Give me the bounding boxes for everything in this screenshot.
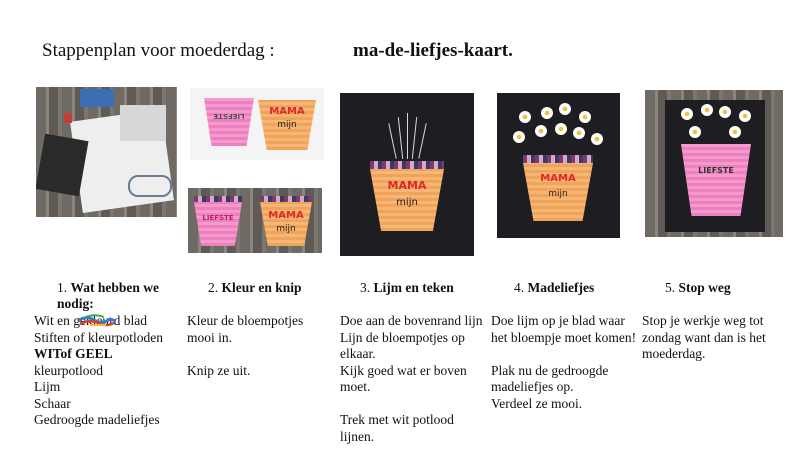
step-5-text: Stop je werkje weg tot zondag want dan is het moederdag. <box>642 313 766 361</box>
mijn-label: mijn <box>277 120 297 130</box>
step-2-heading <box>208 280 302 296</box>
step-1-title: Wat hebben we nodig: <box>57 280 160 311</box>
mama-label: MAMA <box>387 179 427 192</box>
step-5-heading <box>665 280 731 296</box>
photo-materials <box>36 87 177 217</box>
step-2-text: Kleur de bloempotjes mooi in. Knip ze uit. <box>187 313 304 378</box>
mama-label: MAMA <box>540 173 576 184</box>
step-4-heading <box>514 280 594 296</box>
list-item: Gedroogde madeliefjes <box>34 412 160 427</box>
list-item: kleurpotlood <box>34 362 103 378</box>
photo-cut-pots <box>188 188 322 253</box>
step-4-title: Madeliefjes <box>527 280 595 295</box>
step-2-number: 2. <box>208 280 219 295</box>
page-subtitle: ma-de-liefjes-kaart. <box>353 40 513 61</box>
photo-finished <box>645 90 783 237</box>
step-1-list <box>34 313 163 429</box>
mijn-label: mijn <box>548 189 568 199</box>
step-3-title: Lijm en teken <box>373 280 454 295</box>
list-item: Stiften of kleurpotloden <box>34 329 163 345</box>
step-4-number: 4. <box>514 280 525 295</box>
colored-paper-icon <box>76 313 118 327</box>
step-3-heading <box>360 280 454 296</box>
step-5-title: Stop weg <box>678 280 731 295</box>
list-item: Wit en gekleurd blad <box>34 313 148 328</box>
step-2-title: Kleur en knip <box>221 280 302 295</box>
step-1-number: 1. <box>57 280 68 295</box>
list-item: Lijm <box>34 379 61 394</box>
pink-pot <box>204 98 254 146</box>
mama-label: MAMA <box>269 106 305 117</box>
liefste-label: LIEFSTE <box>698 166 734 175</box>
step-3-number: 3. <box>360 280 371 295</box>
mijn-label: mijn <box>276 224 296 234</box>
mijn-label: mijn <box>396 197 418 208</box>
liefste-label: LIEFSTE <box>202 214 234 222</box>
liefste-label: LIEFSTE <box>213 112 245 120</box>
list-item: WITof GEEL <box>34 346 113 361</box>
pink-pot <box>194 202 242 246</box>
step-5-number: 5. <box>665 280 676 295</box>
pink-pot <box>681 144 751 216</box>
step-1-heading <box>57 280 177 312</box>
page-title: Stappenplan voor moederdag : <box>42 40 275 61</box>
list-item: Schaar <box>34 395 71 411</box>
photo-glue-draw <box>340 93 474 256</box>
photo-daisies <box>497 93 620 238</box>
mama-label: MAMA <box>268 210 304 221</box>
step-3-text: Doe aan de bovenrand lijn Lijn de bloempotjes op elkaar. Kijk goed wat er boven moet. Trek met wit potlood lijnen. <box>340 313 483 444</box>
photo-colored-pots <box>190 88 324 160</box>
step-4-text: Doe lijm op je blad waar het bloempje moet komen! Plak nu de gedroogde madeliefjes op. Verdeel ze mooi. <box>491 313 637 411</box>
